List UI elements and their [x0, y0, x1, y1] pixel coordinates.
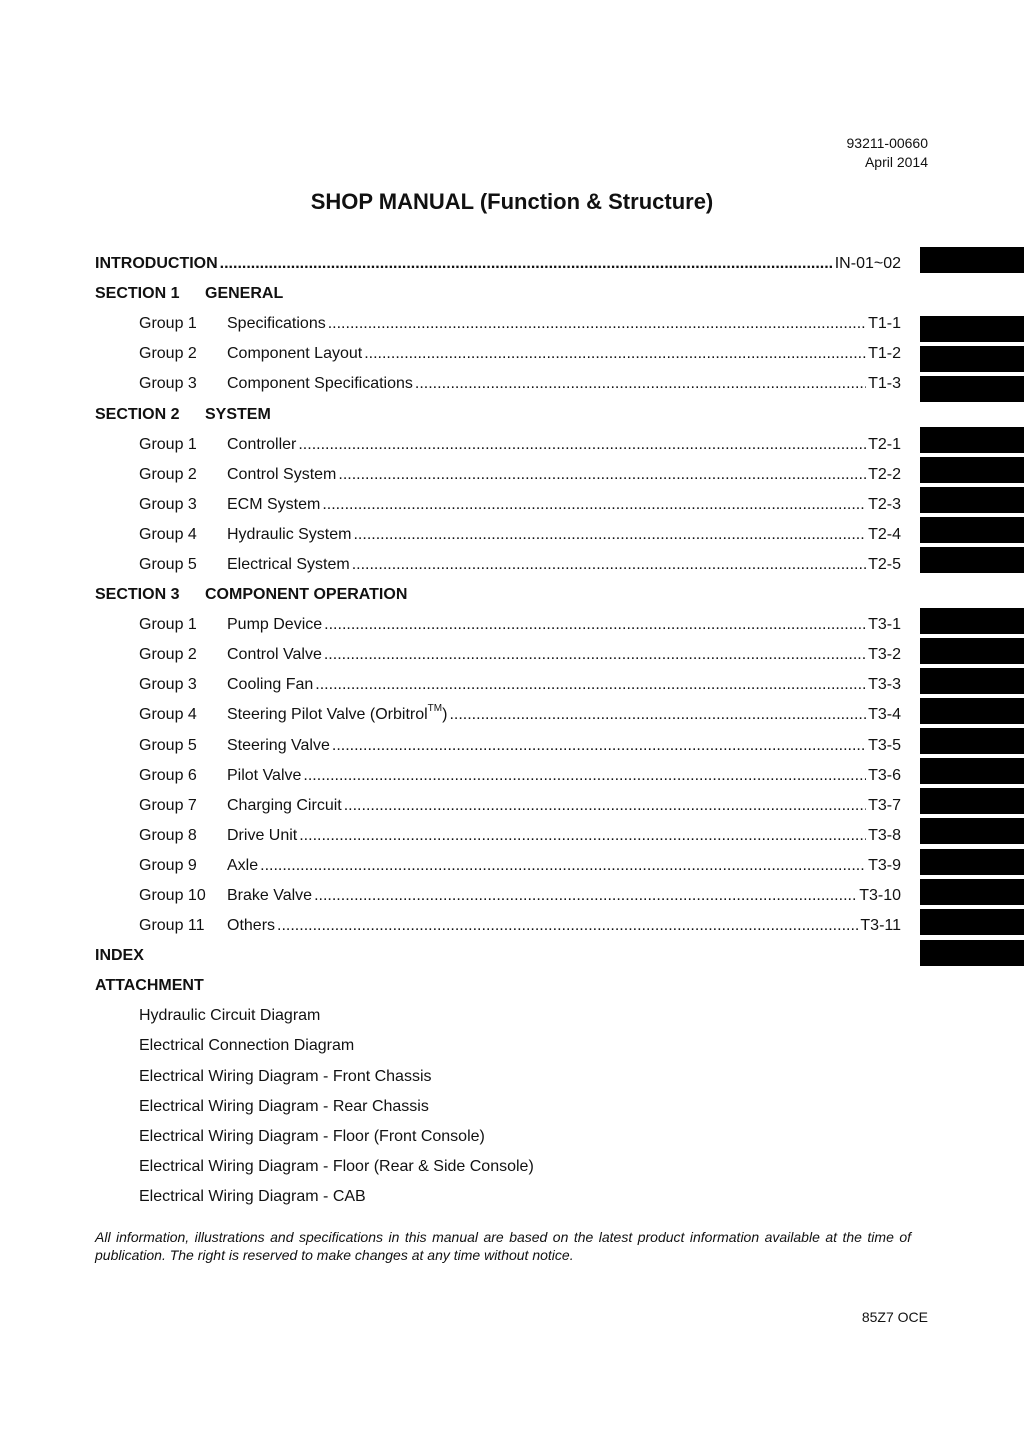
dot-leader	[220, 255, 833, 273]
dot-leader	[324, 616, 866, 634]
toc-entry[interactable]	[95, 640, 901, 670]
dot-leader	[328, 315, 866, 333]
thumb-tab[interactable]	[920, 376, 1024, 402]
thumb-tab[interactable]	[920, 728, 1024, 754]
thumb-tab[interactable]	[920, 638, 1024, 664]
disclaimer-notice: All information, illustrations and specifications in this manual are based on the latest product information available at the time of publication. The right is reserved to make changes at any time without notice.	[95, 1229, 911, 1263]
toc-entry[interactable]	[95, 911, 901, 941]
group-name: Others	[227, 917, 276, 935]
toc-entry-page: T2-1	[868, 435, 901, 453]
group-name-text: Steering Pilot Valve (Orbitrol	[227, 706, 428, 724]
group-number: Group 5	[139, 555, 197, 573]
thumb-tab[interactable]	[920, 346, 1024, 372]
group-number: Group 1	[139, 315, 197, 333]
group-name: Pilot Valve	[227, 766, 302, 784]
toc-entry-page: T1-2	[868, 345, 901, 363]
thumb-tab-index[interactable]	[920, 940, 1024, 966]
group-number: Group 7	[139, 796, 197, 814]
group-name: Steering Valve	[227, 736, 330, 754]
toc-entry[interactable]	[95, 339, 901, 369]
dot-leader	[315, 676, 866, 694]
group-name: Controller	[227, 435, 297, 453]
thumb-tab[interactable]	[920, 316, 1024, 342]
toc-entry[interactable]	[95, 791, 901, 821]
toc-entry-introduction[interactable]	[95, 249, 901, 279]
dot-leader	[324, 646, 866, 664]
toc-entry[interactable]	[95, 309, 901, 339]
thumb-tab-introduction[interactable]	[920, 247, 1024, 273]
attachment-heading	[95, 971, 901, 1001]
group-name: Charging Circuit	[227, 796, 342, 814]
dot-leader	[344, 797, 866, 815]
group-name: Component Specifications	[227, 375, 413, 393]
group-number: Group 11	[139, 917, 205, 935]
toc-entry-page: T3-4	[868, 706, 901, 724]
thumb-tab[interactable]	[920, 608, 1024, 634]
dot-leader	[415, 375, 866, 393]
group-number: Group 4	[139, 525, 197, 543]
group-name: Brake Valve	[227, 887, 313, 905]
thumb-tab[interactable]	[920, 909, 1024, 935]
toc-entry-page: T3-6	[868, 766, 901, 784]
group-name: Specifications	[227, 315, 326, 333]
section-heading	[95, 399, 901, 429]
table-of-contents	[95, 249, 901, 1212]
group-name	[227, 703, 448, 724]
toc-entry-page: T1-1	[868, 315, 901, 333]
toc-entry-page: T3-5	[868, 736, 901, 754]
document-number: 93211-00660	[846, 135, 928, 151]
section-number: SECTION 1	[95, 285, 180, 303]
group-number: Group 2	[139, 465, 197, 483]
group-name: Drive Unit	[227, 826, 298, 844]
section-name: GENERAL	[205, 285, 284, 303]
group-number: Group 3	[139, 495, 197, 513]
toc-entry[interactable]	[95, 821, 901, 851]
toc-entry-label: INTRODUCTION	[95, 255, 218, 273]
toc-entry-page: T1-3	[868, 375, 901, 393]
dot-leader	[299, 827, 866, 845]
group-name: Electrical System	[227, 555, 350, 573]
toc-entry-page: T3-7	[868, 796, 901, 814]
toc-entry[interactable]	[95, 430, 901, 460]
group-name: Control Valve	[227, 646, 322, 664]
group-number: Group 4	[139, 706, 197, 724]
thumb-tab[interactable]	[920, 547, 1024, 573]
dot-leader	[303, 767, 866, 785]
attachment-item[interactable]: Electrical Wiring Diagram - CAB	[139, 1187, 366, 1205]
toc-entry-page: T3-11	[860, 917, 901, 935]
toc-entry-page: T3-8	[868, 826, 901, 844]
group-number: Group 3	[139, 676, 197, 694]
thumb-tab[interactable]	[920, 698, 1024, 724]
dot-leader	[314, 887, 857, 905]
dot-leader	[449, 706, 866, 724]
group-number: Group 10	[139, 887, 206, 905]
group-name: Hydraulic System	[227, 525, 352, 543]
toc-entry-page: T2-4	[868, 525, 901, 543]
group-number: Group 1	[139, 616, 197, 634]
toc-entry-page: T3-1	[868, 616, 901, 634]
group-name-suffix: )	[442, 706, 448, 724]
thumb-tab[interactable]	[920, 517, 1024, 543]
toc-entry[interactable]	[95, 460, 901, 490]
toc-entry[interactable]	[95, 851, 901, 881]
attachment-label: ATTACHMENT	[95, 977, 204, 995]
group-number: Group 2	[139, 345, 197, 363]
section-name: COMPONENT OPERATION	[205, 586, 408, 604]
document-header	[847, 134, 928, 172]
toc-entry[interactable]	[95, 520, 901, 550]
group-number: Group 5	[139, 736, 197, 754]
group-name: ECM System	[227, 495, 321, 513]
footer-code: 85Z7 OCE	[861, 1309, 928, 1325]
toc-entry-page: T3-3	[868, 676, 901, 694]
toc-entry-page: T3-2	[868, 646, 901, 664]
toc-entry[interactable]	[95, 761, 901, 791]
section-heading	[95, 580, 901, 610]
thumb-tab[interactable]	[920, 427, 1024, 453]
dot-leader	[338, 466, 866, 484]
attachment-item[interactable]: Electrical Wiring Diagram - Front Chassis	[139, 1067, 432, 1085]
dot-leader	[364, 345, 866, 363]
attachment-item[interactable]: Electrical Connection Diagram	[139, 1037, 355, 1055]
toc-entry-index[interactable]	[95, 941, 901, 971]
toc-entry[interactable]	[95, 610, 901, 640]
toc-entry-page: IN-01~02	[834, 255, 901, 273]
toc-entry[interactable]	[95, 731, 901, 761]
thumb-tab[interactable]	[920, 457, 1024, 483]
index-label: INDEX	[95, 947, 144, 965]
thumb-tab[interactable]	[920, 668, 1024, 694]
attachment-item[interactable]: Electrical Wiring Diagram - Floor (Front Console)	[139, 1127, 485, 1145]
toc-entry[interactable]	[95, 369, 901, 399]
attachment-item[interactable]: Electrical Wiring Diagram - Rear Chassis	[139, 1097, 429, 1115]
dot-leader	[277, 917, 858, 935]
group-name: Pump Device	[227, 616, 323, 634]
section-heading	[95, 279, 901, 309]
group-name: Axle	[227, 856, 259, 874]
group-number: Group 6	[139, 766, 197, 784]
attachment-item[interactable]: Hydraulic Circuit Diagram	[139, 1007, 321, 1025]
toc-entry-page: T3-9	[868, 856, 901, 874]
document-date: April 2014	[864, 154, 928, 170]
dot-leader	[298, 436, 866, 454]
toc-entry[interactable]	[95, 550, 901, 580]
thumb-tab[interactable]	[920, 818, 1024, 844]
section-number: SECTION 3	[95, 586, 180, 604]
thumb-tab[interactable]	[920, 788, 1024, 814]
attachment-item[interactable]: Electrical Wiring Diagram - Floor (Rear & Side Console)	[139, 1157, 534, 1175]
group-name: Cooling Fan	[227, 676, 314, 694]
thumb-tab[interactable]	[920, 879, 1024, 905]
dot-leader	[322, 496, 866, 514]
thumb-tab[interactable]	[920, 849, 1024, 875]
section-number: SECTION 2	[95, 405, 180, 423]
toc-entry-page: T2-5	[868, 555, 901, 573]
group-name: Control System	[227, 465, 337, 483]
trademark-superscript: TM	[427, 703, 443, 715]
toc-entry[interactable]	[95, 490, 901, 520]
dot-leader	[352, 556, 866, 574]
group-number: Group 1	[139, 435, 197, 453]
section-name: SYSTEM	[205, 405, 271, 423]
page-title: SHOP MANUAL (Function & Structure)	[310, 189, 714, 214]
group-number: Group 9	[139, 856, 197, 874]
toc-entry[interactable]	[95, 881, 901, 911]
group-number: Group 2	[139, 646, 197, 664]
toc-entry-page: T3-10	[859, 887, 901, 905]
toc-entry-page: T2-3	[868, 495, 901, 513]
dot-leader	[260, 857, 866, 875]
group-number: Group 8	[139, 826, 197, 844]
toc-entry[interactable]	[95, 700, 901, 730]
thumb-tab[interactable]	[920, 758, 1024, 784]
group-name: Component Layout	[227, 345, 363, 363]
dot-leader	[332, 737, 866, 755]
thumb-tab[interactable]	[920, 487, 1024, 513]
dot-leader	[353, 526, 866, 544]
toc-entry-page: T2-2	[868, 465, 901, 483]
group-number: Group 3	[139, 375, 197, 393]
toc-entry[interactable]	[95, 670, 901, 700]
